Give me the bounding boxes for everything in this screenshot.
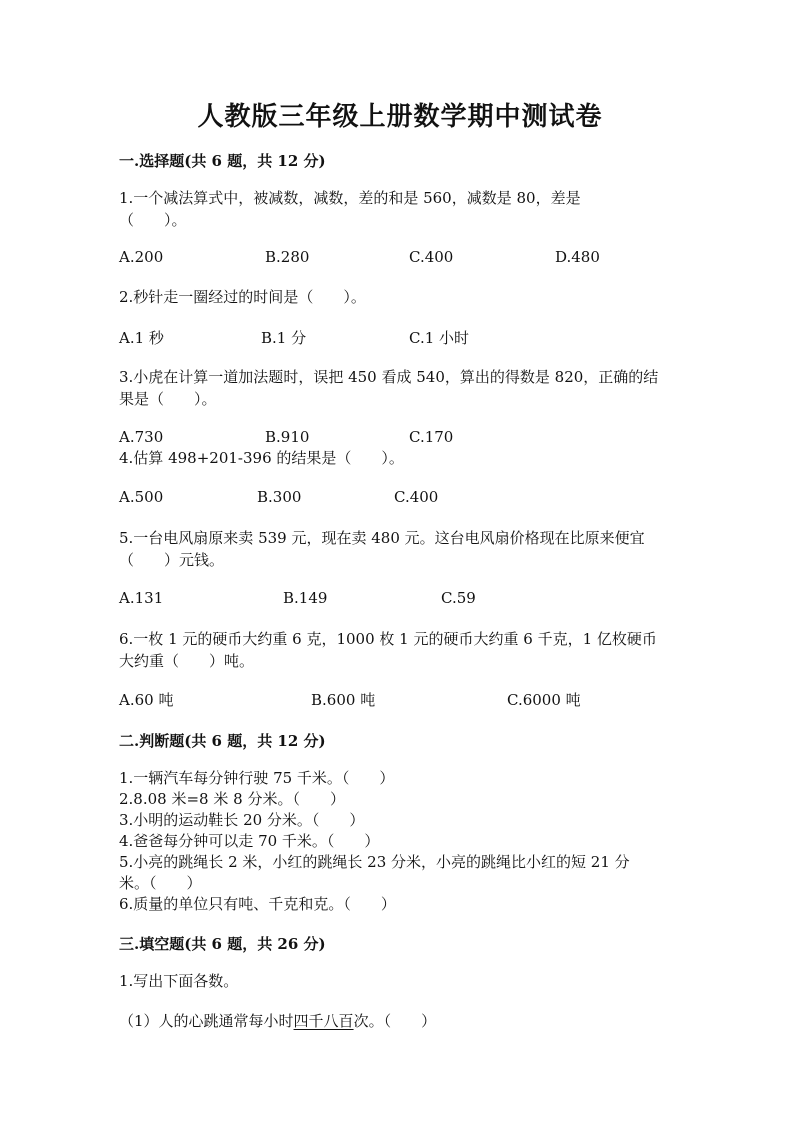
question-text: 1.一个减法算式中，被减数，减数，差的和是 560，减数是 80，差是	[119, 189, 581, 207]
sub-question-suffix: 次。（ ）	[353, 1012, 437, 1030]
judge-item: 4.爸爸每分钟可以走 70 千米。（ ）	[119, 832, 380, 850]
question-text: 6.一枚 1 元的硬币大约重 6 克，1000 枚 1 元的硬币大约重 6 千克，1 亿枚硬币	[119, 630, 657, 648]
judge-item: 1.一辆汽车每分钟行驶 75 千米。（ ）	[119, 769, 395, 787]
question-text: 果是（ ）。	[119, 390, 217, 408]
section-heading-choice: 一.选择题(共 6 题，共 12 分)	[119, 152, 326, 170]
option: A.730	[119, 428, 164, 446]
option: A.200	[119, 248, 164, 266]
underlined-number-words: 四千八百	[293, 1012, 354, 1030]
question-text: 3.小虎在计算一道加法题时，误把 450 看成 540，算出的得数是 820，正确的结	[119, 368, 659, 386]
option: B.600 吨	[311, 691, 376, 709]
section-heading-judge: 二.判断题(共 6 题，共 12 分)	[119, 732, 326, 750]
option: B.1 分	[261, 329, 307, 347]
option: A.60 吨	[119, 691, 174, 709]
question-text: 4.估算 498+201-396 的结果是（ ）。	[119, 449, 404, 467]
option: B.149	[283, 589, 328, 607]
option: C.170	[409, 428, 454, 446]
judge-item: 2.8.08 米=8 米 8 分米。（ ）	[119, 790, 345, 808]
question-text: 大约重（ ）吨。	[119, 652, 255, 670]
question-text: 2.秒针走一圈经过的时间是（ ）。	[119, 288, 366, 306]
judge-item: 6.质量的单位只有吨、千克和克。（ ）	[119, 895, 396, 913]
option: B.280	[265, 248, 310, 266]
option: B.300	[257, 488, 302, 506]
option: A.500	[119, 488, 164, 506]
page-title: 人教版三年级上册数学期中测试卷	[197, 102, 603, 132]
option: A.1 秒	[119, 329, 164, 347]
option: C.400	[409, 248, 454, 266]
option: D.480	[555, 248, 600, 266]
sub-question	[119, 1010, 436, 1032]
option: C.1 小时	[409, 329, 470, 347]
sub-question-prefix: （1）人的心跳通常每小时	[119, 1012, 294, 1030]
question-text: （ ）。	[119, 211, 187, 229]
option: A.131	[119, 589, 164, 607]
question-text: 1.写出下面各数。	[119, 972, 239, 990]
judge-item: 5.小亮的跳绳长 2 米，小红的跳绳长 23 分米，小亮的跳绳比小红的短 21 分	[119, 853, 630, 871]
option: B.910	[265, 428, 310, 446]
option: C.400	[394, 488, 439, 506]
option: C.59	[441, 589, 476, 607]
question-text: 5.一台电风扇原来卖 539 元，现在卖 480 元。这台电风扇价格现在比原来便宜	[119, 529, 645, 547]
judge-item: 米。（ ）	[119, 874, 202, 892]
judge-item: 3.小明的运动鞋长 20 分米。（ ）	[119, 811, 365, 829]
section-heading-fill: 三.填空题(共 6 题，共 26 分)	[119, 935, 326, 953]
option: C.6000 吨	[507, 691, 581, 709]
question-text: （ ）元钱。	[119, 551, 225, 569]
